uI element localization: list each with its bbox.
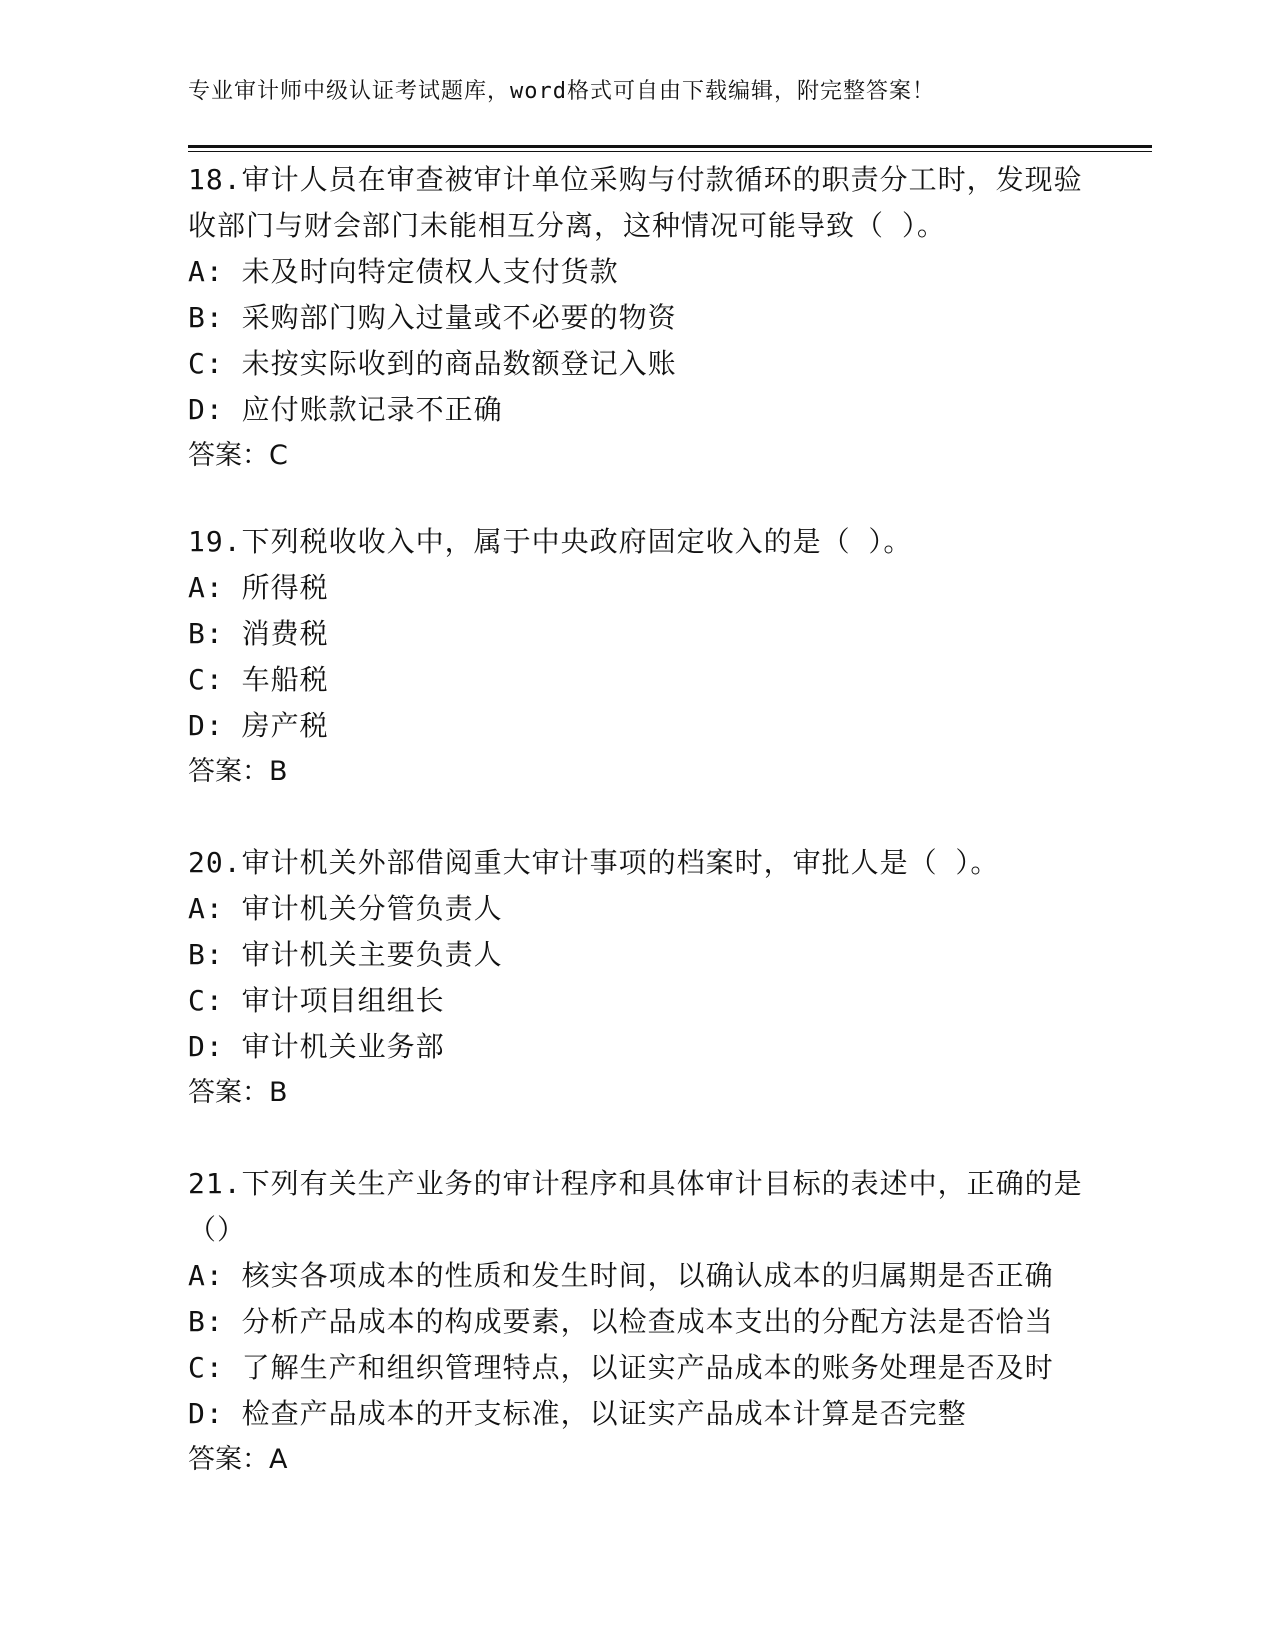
question-stem: 19.下列税收收入中，属于中央政府固定收入的是（ ）。	[188, 525, 913, 558]
question-stem: 18.审计人员在审查被审计单位采购与付款循环的职责分工时，发现验	[188, 163, 1083, 196]
question-stem: 20.审计机关外部借阅重大审计事项的档案时，审批人是（ ）。	[188, 846, 1000, 879]
answer: 答案：B	[188, 1077, 288, 1108]
option-d: D: 检查产品成本的开支标准，以证实产品成本计算是否完整	[188, 1397, 967, 1430]
question-stem: 21.下列有关生产业务的审计程序和具体审计目标的表述中，正确的是	[188, 1167, 1083, 1200]
option-a: A: 未及时向特定债权人支付货款	[188, 255, 619, 288]
header-rule-thin	[188, 151, 1152, 152]
question-18	[188, 157, 1088, 479]
option-b: B: 分析产品成本的构成要素，以检查成本支出的分配方法是否恰当	[188, 1305, 1054, 1338]
option-b: B: 采购部门购入过量或不必要的物资	[188, 301, 677, 334]
option-a: A: 核实各项成本的性质和发生时间，以确认成本的归属期是否正确	[188, 1259, 1054, 1292]
question-stem: 收部门与财会部门未能相互分离，这种情况可能导致（ ）。	[188, 209, 946, 242]
question-stem: （）	[188, 1213, 247, 1246]
option-b: B: 审计机关主要负责人	[188, 938, 503, 971]
option-c: C: 审计项目组组长	[188, 984, 445, 1017]
answer: 答案：A	[188, 1444, 288, 1475]
option-d: D: 房产税	[188, 709, 329, 742]
answer: 答案：B	[188, 756, 288, 787]
option-c: C: 车船税	[188, 663, 329, 696]
option-c: C: 未按实际收到的商品数额登记入账	[188, 347, 677, 380]
question-20	[188, 840, 1088, 1116]
option-b: B: 消费税	[188, 617, 329, 650]
option-a: A: 所得税	[188, 571, 329, 604]
answer: 答案：C	[188, 440, 288, 471]
header-rule-thick	[188, 145, 1152, 148]
question-21	[188, 1161, 1088, 1483]
option-d: D: 应付账款记录不正确	[188, 393, 503, 426]
page-header: 专业审计师中级认证考试题库，word格式可自由下载编辑，附完整答案！	[188, 79, 935, 104]
question-19	[188, 519, 1088, 795]
option-d: D: 审计机关业务部	[188, 1030, 445, 1063]
option-c: C: 了解生产和组织管理特点，以证实产品成本的账务处理是否及时	[188, 1351, 1054, 1384]
option-a: A: 审计机关分管负责人	[188, 892, 503, 925]
